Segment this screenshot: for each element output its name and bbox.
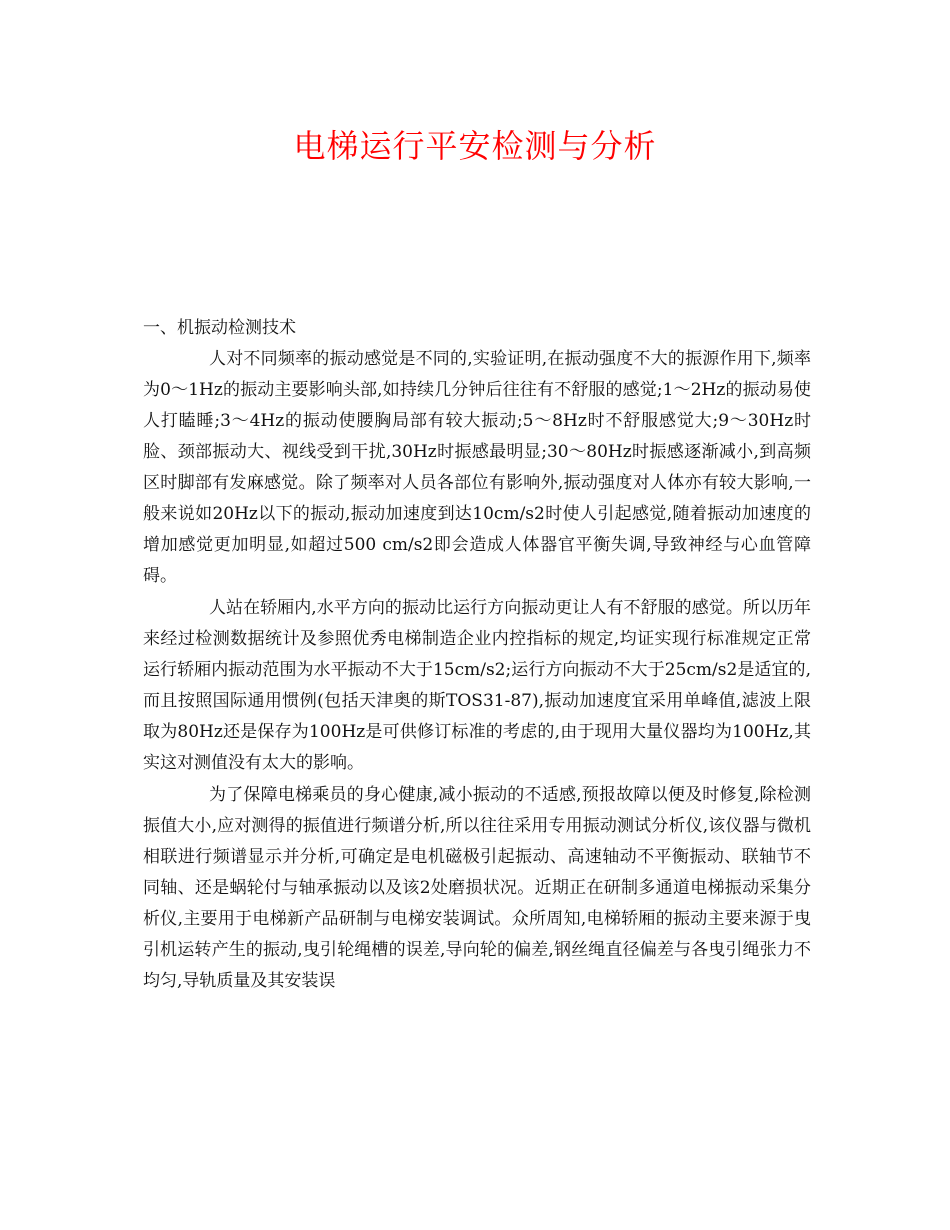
document-body: [143, 313, 811, 997]
body-paragraph: 人对不同频率的振动感觉是不同的,实验证明,在振动强度不大的振源作用下,频率为0～1Hz的振动主要影响头部,如持续几分钟后往往有不舒服的感觉;1～2Hz的振动易使人打瞌睡;3～4Hz的振动使腰胸局部有较大振动;5～8Hz时不舒服感觉大;9～30Hz时脸、颈部振动大、视线受到干扰,30Hz时振感最明显;30～80Hz时振感逐渐减小,到高频区时脚部有发麻感觉。除了频率对人员各部位有影响外,振动强度对人体亦有较大影响,一般来说如20Hz以下的振动,振动加速度到达10cm/s2时使人引起感觉,随着振动加速度的增加感觉更加明显,如超过500 cm/s2即会造成人体器官平衡失调,导致神经与心血管障碍。: [143, 349, 811, 586]
section-heading: 一、机振动检测技术: [143, 318, 296, 338]
document-title: 电梯运行平安检测与分析: [293, 127, 657, 165]
body-paragraph: 为了保障电梯乘员的身心健康,减小振动的不适感,预报故障以便及时修复,除检测振值大小,应对测得的振值进行频谱分析,所以往往采用专用振动测试分析仪,该仪器与微机相联进行频谱显示并分析,可确定是电机磁极引起振动、高速轴动不平衡振动、联轴节不同轴、还是蜗轮付与轴承振动以及该2处磨损状况。近期正在研制多通道电梯振动采集分析仪,主要用于电梯新产品研制与电梯安装调试。众所周知,电梯轿厢的振动主要来源于曳引机运转产生的振动,曳引轮绳槽的误差,导向轮的偏差,钢丝绳直径偏差与各曳引绳张力不均匀,导轨质量及其安装误: [143, 785, 811, 991]
body-paragraph: 人站在轿厢内,水平方向的振动比运行方向振动更让人有不舒服的感觉。所以历年来经过检测数据统计及参照优秀电梯制造企业内控指标的规定,均证实现行标准规定正常运行轿厢内振动范围为水平振动不大于15cm/s2;运行方向振动不大于25cm/s2是适宜的,而且按照国际通用惯例(包括天津奥的斯TOS31-87),振动加速度宜采用单峰值,滤波上限取为80Hz还是保存为100Hz是可供修订标准的考虑的,由于现用大量仪器均为100Hz,其实这对测值没有太大的影响。: [143, 598, 811, 773]
